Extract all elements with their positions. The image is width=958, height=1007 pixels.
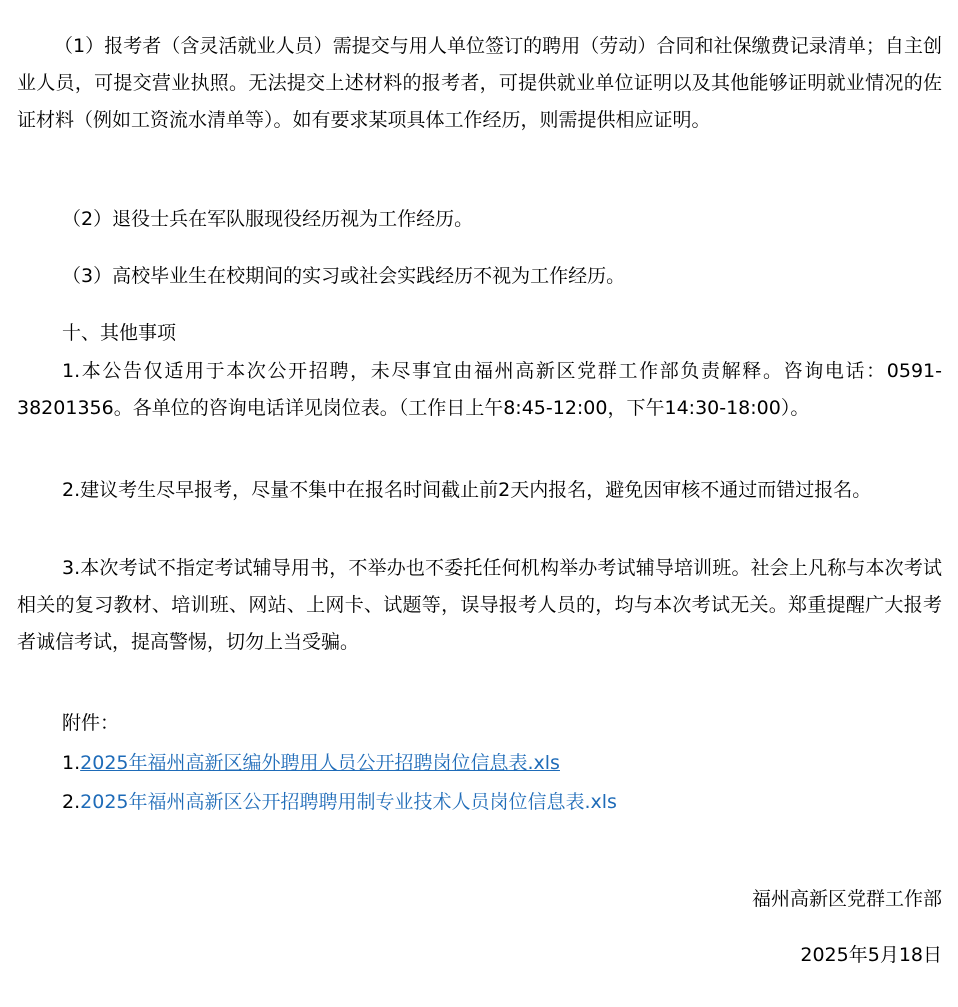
- item-interpretation-contact: 1.本公告仅适用于本次公开招聘，未尽事宜由福州高新区党群工作部负责解释。咨询电话：0591-38201356。各单位的咨询电话详见岗位表。（工作日上午8:45-12:00，下午14:30-18:00）。: [17, 360, 942, 419]
- attachment-link-2[interactable]: 2025年福州高新区公开招聘聘用制专业技术人员岗位信息表.xls: [80, 791, 617, 813]
- section-heading-other-matters: 十、其他事项: [62, 322, 177, 344]
- attachment-number: 1.: [62, 752, 81, 774]
- attachment-item-2: [62, 787, 617, 817]
- attachment-item-1: [62, 748, 560, 778]
- paragraph-employment-proof: （1）报考者（含灵活就业人员）需提交与用人单位签订的聘用（劳动）合同和社保缴费记录清单；自主创业人员，可提交营业执照。无法提交上述材料的报考者，可提供就业单位证明以及其他能够证明就业情况的佐证材料（例如工资流水清单等）。如有要求某项具体工作经历，则需提供相应证明。: [17, 35, 942, 131]
- item-early-registration: 2.建议考生尽早报考，尽量不集中在报名时间截止前2天内报名，避免因审核不通过而错过报名。: [62, 479, 872, 501]
- signature-date: 2025年5月18日: [800, 944, 942, 966]
- paragraph-veterans: （2）退役士兵在军队服现役经历视为工作经历。: [62, 208, 474, 230]
- paragraph-graduates: （3）高校毕业生在校期间的实习或社会实践经历不视为工作经历。: [62, 265, 626, 287]
- item-no-designated-materials: 3.本次考试不指定考试辅导用书，不举办也不委托任何机构举办考试辅导培训班。社会上凡称与本次考试相关的复习教材、培训班、网站、上网卡、试题等，误导报考人员的，均与本次考试无关。郑重提醒广大报考者诚信考试，提高警惕，切勿上当受骗。: [17, 557, 942, 653]
- attachments-heading: 附件：: [62, 712, 120, 734]
- signature-organization: 福州高新区党群工作部: [751, 888, 942, 910]
- attachment-number: 2.: [62, 791, 81, 813]
- attachment-link-1[interactable]: 2025年福州高新区编外聘用人员公开招聘岗位信息表.xls: [80, 752, 560, 774]
